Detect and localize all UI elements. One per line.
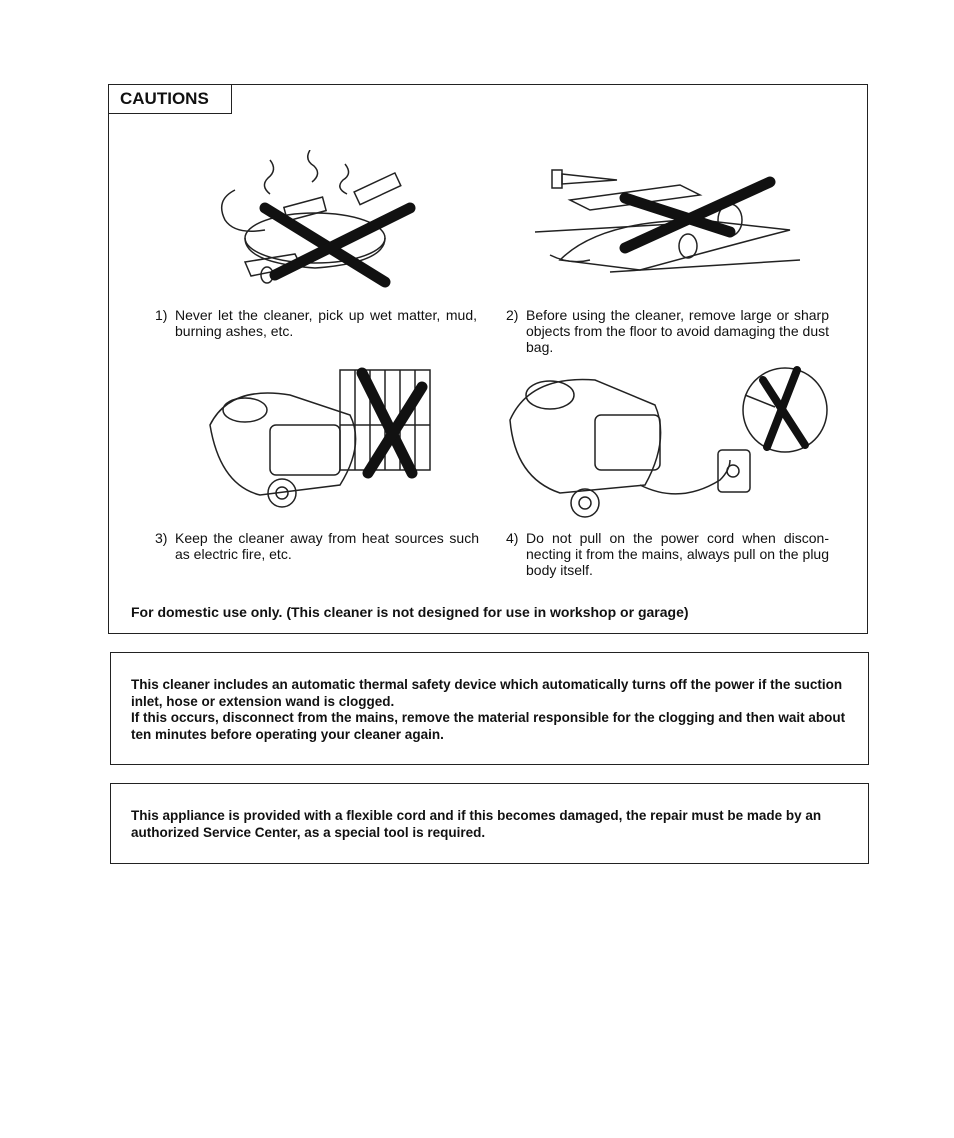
thermal-safety-notice bbox=[110, 652, 869, 765]
caution-item-4 bbox=[506, 530, 829, 578]
caution-text-3: Keep the cleaner away from heat sources such as electric fire, etc. bbox=[175, 530, 479, 562]
thermal-notice-text bbox=[131, 677, 853, 743]
domestic-use-note: For domestic use only. (This cleaner is not designed for use in workshop or garage) bbox=[131, 604, 689, 620]
ashtray-illustration bbox=[205, 150, 425, 290]
cleaner-cord-illustration bbox=[505, 365, 830, 525]
caution-number-4: 4) bbox=[506, 530, 519, 546]
thermal-notice-line-1: This cleaner includes an automatic thermal safety device which automatically turns off the power if the suction inlet, hose or extension wand is clogged. bbox=[131, 677, 843, 709]
caution-item-1 bbox=[155, 307, 477, 339]
cautions-title: CAUTIONS bbox=[108, 84, 232, 114]
caution-text-4: Do not pull on the power cord when discon-necting it from the mains, always pull on the plug body itself. bbox=[526, 530, 829, 578]
caution-number-2: 2) bbox=[506, 307, 519, 323]
caution-item-3 bbox=[155, 530, 479, 562]
thermal-notice-line-2: If this occurs, disconnect from the mains, remove the material responsible for the clogging and then wait about ten minutes before operating your cleaner again. bbox=[131, 710, 846, 742]
caution-text-2: Before using the cleaner, remove large or sharp objects from the floor to avoid damaging the dust bag. bbox=[526, 307, 829, 355]
caution-text-1: Never let the cleaner, pick up wet matter, mud, burning ashes, etc. bbox=[175, 307, 477, 339]
cleaner-heater-illustration bbox=[200, 365, 445, 525]
power-cord-notice bbox=[110, 783, 869, 864]
caution-number-1: 1) bbox=[155, 307, 168, 323]
caution-item-2 bbox=[506, 307, 829, 355]
sharp-objects-illustration bbox=[530, 160, 810, 280]
caution-number-3: 3) bbox=[155, 530, 168, 546]
cord-notice-text: This appliance is provided with a flexible cord and if this becomes damaged, the repair must be made by an authorized Service Center, as a special tool is required. bbox=[131, 808, 822, 840]
